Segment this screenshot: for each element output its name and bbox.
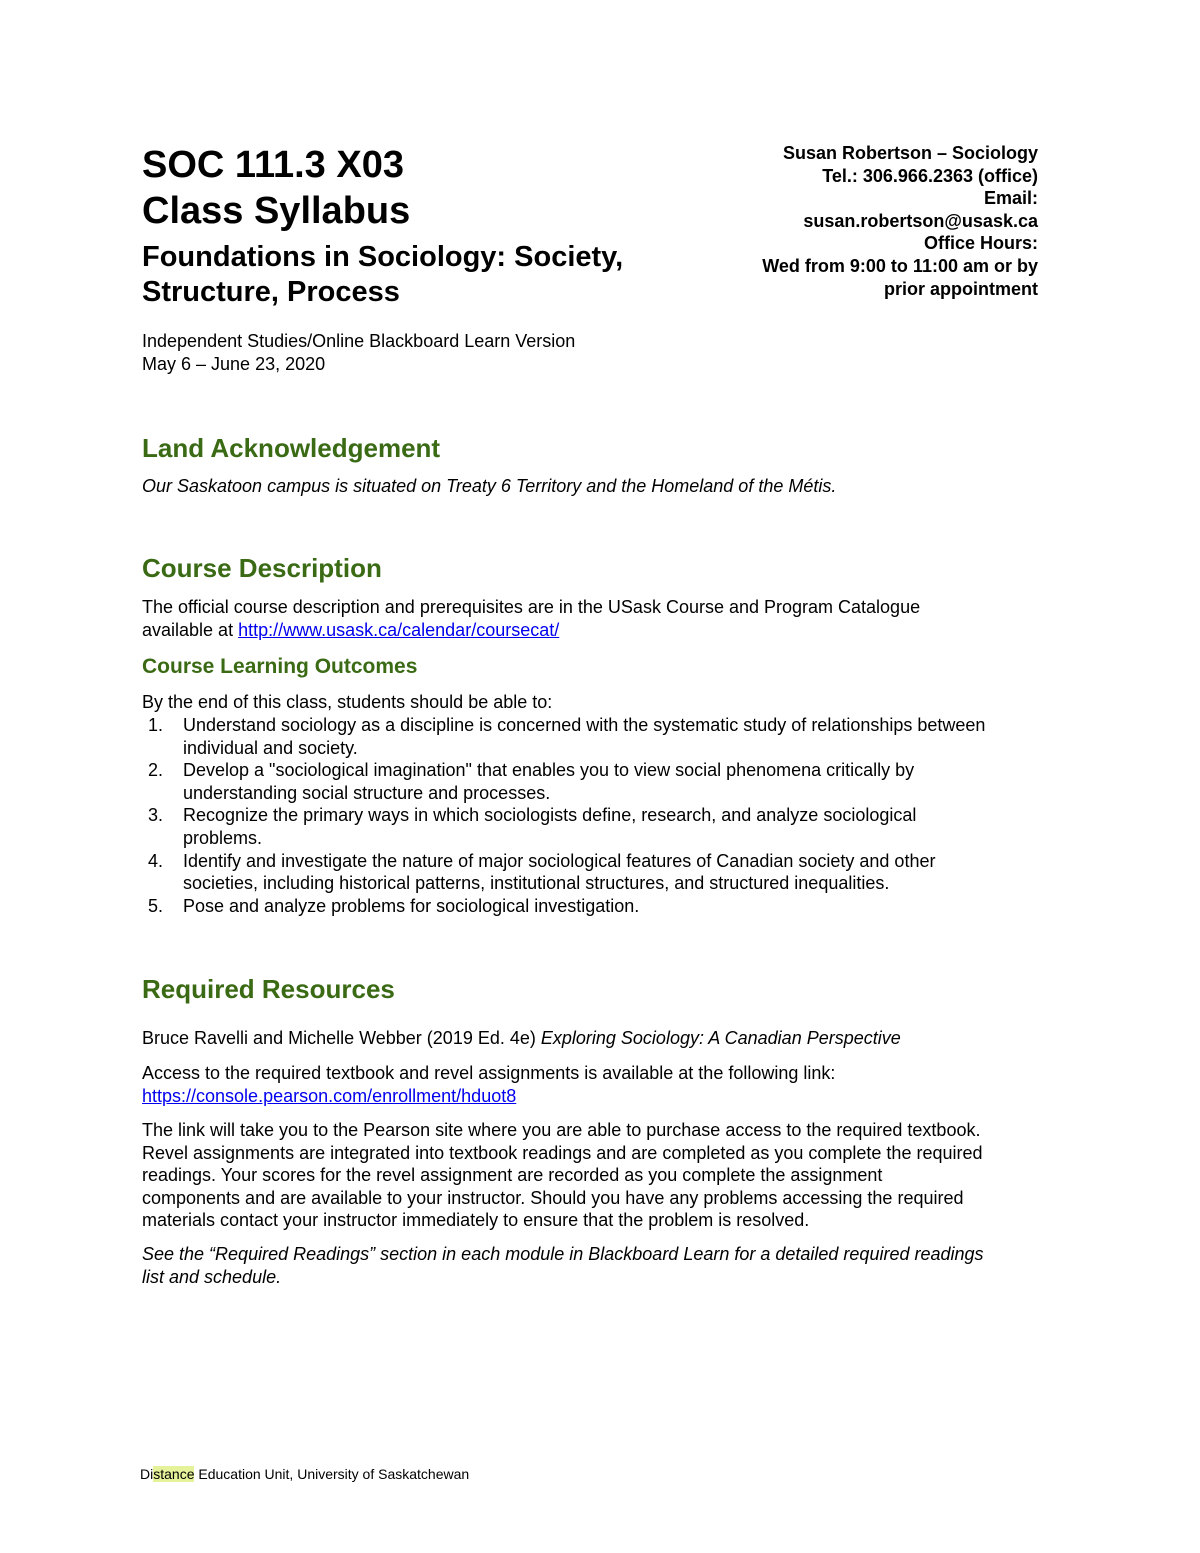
office-hours-label: Office Hours: [923,233,1038,254]
description-line: The official course description and prerequisites are in the USask Course and Program Catalogue [142,597,921,617]
version-line: Independent Studies/Online Blackboard Learn Version [142,331,576,351]
list-item-line: Recognize the primary ways in which sociologists define, research, and analyze sociological [183,805,917,826]
course-description-heading: Course Description [142,553,382,583]
list-item-line: societies, including historical patterns, institutional structures, and structured inequalities. [183,873,890,894]
list-item [142,714,1067,759]
list-item-line: individual and society. [183,737,358,758]
office-hours-line-2: prior appointment [884,278,1038,299]
access-text: Access to the required textbook and revel assignments is available at the following link: [142,1063,836,1083]
list-number: 4. [148,850,164,871]
email-label: Email: [983,188,1038,209]
paragraph-line: components and are available to your instructor. Should you have any problems accessing the required [142,1187,964,1208]
list-item-line: problems. [183,827,263,848]
course-code: SOC 111.3 X03 [142,144,404,186]
list-number: 2. [148,760,164,781]
footer-highlight: stance [153,1466,195,1482]
access-info [142,1062,1067,1107]
paragraph-line: The link will take you to the Pearson site where you are able to purchase access to the required textbook. [142,1120,981,1140]
document-type: Class Syllabus [142,190,411,232]
required-resources-heading: Required Resources [142,974,395,1004]
resources-paragraph [142,1119,1067,1232]
course-version [142,330,575,376]
learning-outcomes-heading: Course Learning Outcomes [142,655,418,678]
instructor-name: Susan Robertson – Sociology [782,143,1038,163]
list-item [142,759,1067,804]
page-footer [140,1465,469,1483]
list-item [142,850,1067,895]
list-item-line: Develop a "sociological imagination" that enables you to view social phenomena critically by [183,760,915,781]
learning-outcomes-intro: By the end of this class, students should be able to: [142,692,553,712]
list-item-line: Pose and analyze problems for sociological investigation. [183,895,640,916]
paragraph-line: readings. Your scores for the revel assignment are recorded as you complete the assignment [142,1165,883,1186]
land-acknowledgement-text: Our Saskatoon campus is situated on Treaty 6 Territory and the Homeland of the Métis. [142,476,837,496]
list-number: 1. [148,715,164,735]
learning-outcomes-list [142,714,1067,917]
course-catalogue-link[interactable]: http://www.usask.ca/calendar/coursecat/ [238,619,560,640]
course-title: Foundations in Sociology: Society, Structure, Process [142,241,624,308]
list-number: 5. [148,895,164,916]
title-block [142,142,702,310]
instructor-email: susan.robertson@usask.ca [803,210,1038,231]
list-item-line: Identify and investigate the nature of major sociological features of Canadian society and other [183,850,936,871]
list-item-line: Understand sociology as a discipline is concerned with the systematic study of relationships between [183,715,986,735]
list-item [142,804,1067,849]
readings-note [142,1243,1067,1288]
instructor-phone: Tel.: 306.966.2363 (office) [822,165,1038,186]
footer-text-start: Di [140,1466,154,1482]
list-number: 3. [148,805,164,826]
footer-text-end: Education Unit, University of Saskatchewan [194,1466,470,1482]
office-hours-line-1: Wed from 9:00 to 11:00 am or by [762,255,1038,276]
course-description-text [142,596,1067,641]
list-item [142,895,1067,918]
pearson-enrollment-link[interactable]: https://console.pearson.com/enrollment/hduot8 [142,1085,517,1106]
textbook-citation [142,1027,1067,1050]
description-line-2 [142,619,1067,642]
land-acknowledgement-heading: Land Acknowledgement [142,433,441,463]
list-item-line: understanding social structure and processes. [183,782,551,803]
textbook-authors: Bruce Ravelli and Michelle Webber (2019 Ed. 4e) [142,1028,541,1048]
course-dates: May 6 – June 23, 2020 [142,354,326,374]
textbook-title: Exploring Sociology: A Canadian Perspective [540,1028,901,1048]
readings-note-line: list and schedule. [142,1266,282,1287]
description-prefix: available at [142,619,239,640]
paragraph-line: materials contact your instructor immediately to ensure that the problem is resolved. [142,1210,810,1231]
paragraph-line: Revel assignments are integrated into textbook readings and are completed as you complete the required [142,1142,983,1163]
instructor-contact [698,142,1038,300]
readings-note-line: See the “Required Readings” section in each module in Blackboard Learn for a detailed required readings [142,1244,984,1264]
